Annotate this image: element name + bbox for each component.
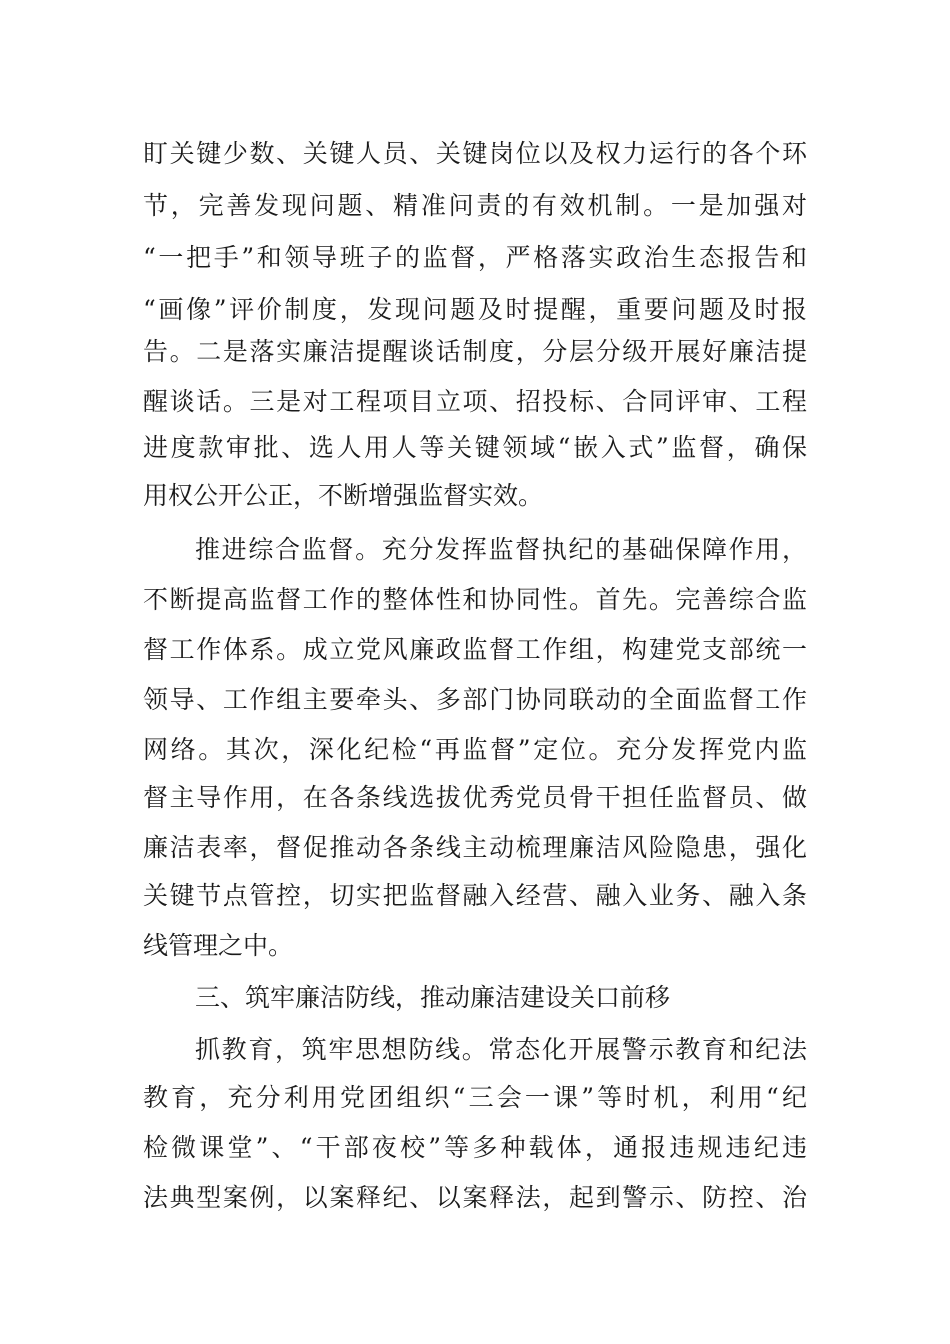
paragraph-line: 关键节点管控，切实把监督融入经营、融入业务、融入条 xyxy=(143,881,807,910)
paragraph-line: 醒谈话。三是对工程项目立项、招投标、合同评审、工程 xyxy=(143,387,807,416)
paragraph-line: 告。二是落实廉洁提醒谈话制度，分层分级开展好廉洁提 xyxy=(143,337,807,366)
paragraph-line: 督工作体系。成立党风廉政监督工作组，构建党支部统一 xyxy=(143,635,807,664)
paragraph-line: 用权公开公正，不断增强监督实效。 xyxy=(143,481,544,510)
paragraph-first-line: 抓教育，筑牢思想防线。常态化开展警示教育和纪法 xyxy=(195,1035,807,1064)
section-heading: 三、筑牢廉洁防线，推动廉洁建设关口前移 xyxy=(195,983,671,1012)
paragraph-line: 教育，充分利用党团组织“三会一课”等时机，利用“纪 xyxy=(143,1083,807,1112)
paragraph-line: “画像”评价制度，发现问题及时提醒，重要问题及时报 xyxy=(143,295,807,324)
paragraph-line: 法典型案例，以案释纪、以案释法，起到警示、防控、治 xyxy=(143,1183,807,1212)
paragraph-line: 盯关键少数、关键人员、关键岗位以及权力运行的各个环 xyxy=(143,139,807,168)
paragraph-line: 领导、工作组主要牵头、多部门协同联动的全面监督工作 xyxy=(143,685,807,714)
paragraph-line: 进度款审批、选人用人等关键领域“嵌入式”监督，确保 xyxy=(143,433,807,462)
paragraph-line: “一把手”和领导班子的监督，严格落实政治生态报告和 xyxy=(143,243,807,272)
paragraph-line: 廉洁表率，督促推动各条线主动梳理廉洁风险隐患，强化 xyxy=(143,833,807,862)
paragraph-line: 线管理之中。 xyxy=(143,931,294,960)
paragraph-line: 网络。其次，深化纪检“再监督”定位。充分发挥党内监 xyxy=(143,735,807,764)
paragraph-line: 不断提高监督工作的整体性和协同性。首先。完善综合监 xyxy=(143,585,807,614)
paragraph-line: 检微课堂”、“干部夜校”等多种载体，通报违规违纪违 xyxy=(143,1133,807,1162)
paragraph-line: 督主导作用，在各条线选拔优秀党员骨干担任监督员、做 xyxy=(143,783,807,812)
paragraph-line: 节，完善发现问题、精准问责的有效机制。一是加强对 xyxy=(143,191,807,220)
paragraph-first-line: 推进综合监督。充分发挥监督执纪的基础保障作用， xyxy=(195,535,807,564)
